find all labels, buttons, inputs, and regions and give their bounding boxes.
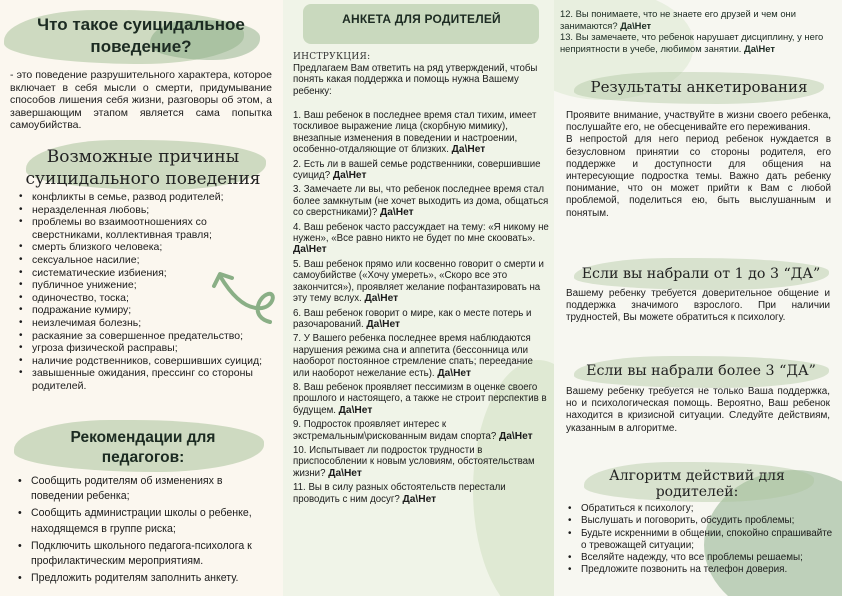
list-item: • проблемы во взаимоотношениях со сверстниками, коллективная травля; xyxy=(19,216,274,241)
list-item: • Сообщить администрации школы о ребенке, находящемся в группе риска; xyxy=(18,506,276,536)
list-item: • Вселяйте надежду, что все проблемы решаемы; xyxy=(568,552,834,564)
question-text: 10. Испытывает ли подросток трудности в приспособлении к новым условиям, обстоятельствам жизни? xyxy=(293,444,535,479)
question-text: 11. Вы в силу разных обстоятельств перестали проводить с ним досуг? xyxy=(293,482,506,505)
answer-options[interactable]: Да\Нет xyxy=(328,467,362,479)
question-text: 12. Вы понимаете, что не знаете его друзей и чем они занимаются? xyxy=(560,8,796,31)
question-text: 4. Ваш ребенок часто рассуждает на тему: «Я никому не нужен», «Все равно никто не будет по мне скоовать». xyxy=(293,221,549,245)
answer-options[interactable]: Да\Нет xyxy=(332,170,367,182)
list-item: • наличие родственников, совершивших суицид; xyxy=(19,355,274,368)
question-item xyxy=(293,419,551,442)
answer-options[interactable]: Да\Нет xyxy=(402,493,437,505)
algorithm-list xyxy=(568,503,834,577)
instruction-text: Предлагаем Вам ответить на ряд утверждений, чтобы понять какая поддержка и помощь нужна Вашему ребенку: xyxy=(293,63,538,97)
left-panel xyxy=(0,0,283,596)
list-item: • Будьте искренними в общении, спокойно спрашивайте о тревожащей ситуации; xyxy=(568,528,834,553)
answer-options[interactable]: Да\Нет xyxy=(364,293,399,305)
list-item: • Обратиться к психологу; xyxy=(568,503,834,515)
questionnaire-title: АНКЕТА ДЛЯ РОДИТЕЛЕЙ xyxy=(342,12,501,26)
question-item xyxy=(293,259,551,305)
list-item: • конфликты в семье, развод родителей; xyxy=(19,191,274,204)
question-text: 5. Ваш ребенок прямо или косвенно говорит о смерти и самоубийстве («Хочу умереть», «Скоро все это закончится»), проявляет желание пофантазировать на эту тему вслух. xyxy=(293,258,544,305)
list-item: • неизлечимая болезнь; xyxy=(19,317,274,330)
heading-what-is-suicidal-behavior: Что такое суицидальное поведение? xyxy=(37,15,245,56)
answer-options[interactable]: Да\Нет xyxy=(620,19,652,31)
question-item xyxy=(293,184,551,218)
heading-results: Результаты анкетирования xyxy=(590,78,808,96)
list-item: • завышенные ожидания, прессинг со стороны родителей. xyxy=(19,367,274,392)
question-item xyxy=(293,222,551,256)
definition-text: - это поведение разрушительного характера, которое включает в себя мысли о смерти, придумывание способов лишения себя жизни, разговоры об этом, а завершающим этапом является сама попытка самоубийства. xyxy=(10,69,272,132)
question-item xyxy=(293,333,551,379)
list-item: • публичное унижение; xyxy=(19,279,274,292)
question-item xyxy=(560,31,836,54)
question-text: 9. Подросток проявляет интерес к экстремальным\рискованным видам спорта? xyxy=(293,419,497,442)
recommendations-list xyxy=(18,474,276,588)
list-item: • одиночество, тоска; xyxy=(19,292,274,305)
list-item: • Предложите позвонить на телефон доверия. xyxy=(568,564,834,576)
list-item: • сексуальное насилие; xyxy=(19,254,274,267)
instruction-label: ИНСТРУКЦИЯ: xyxy=(293,52,371,62)
text-more-than-3-yes: Вашему ребенку требуется не только Ваша поддержка, но и психологическая помощь. Вероятно, Ваш ребенок находится в кризисной ситуации. Следуйте действиям, указанным в алгоритме. xyxy=(566,386,830,434)
answer-options[interactable]: Да\Нет xyxy=(379,207,414,219)
list-item: • систематические избиения; xyxy=(19,267,274,280)
question-text: 13. Вы замечаете, что ребенок нарушает дисциплину, у него неприятности в учебе, любимом занятии. xyxy=(560,31,824,54)
answer-options[interactable]: Да\Нет xyxy=(366,318,401,330)
question-text: 7. У Вашего ребенка последнее время наблюдаются нарушения режима сна и аппетита (бессонница или наоборот постоянное стремление спать; переедание или наоборот нежелание есть). xyxy=(293,333,533,379)
question-text: 1. Ваш ребенок в последнее время стал тихим, имеет тоскливое выражение лица (скорбную мимику), внезапные изменения в поведении и настроении, особенно-отдаляющие от близких. xyxy=(293,110,537,156)
question-list xyxy=(293,110,551,508)
heading-1-to-3-yes: Если вы набрали от 1 до 3 “ДА” xyxy=(581,266,821,282)
right-panel xyxy=(554,0,842,596)
list-item: • угроза физической расправы; xyxy=(19,342,274,355)
question-text: 6. Ваш ребенок говорит о мире, как о месте потерь и разочарований. xyxy=(293,307,532,330)
list-item: • Выслушать и поговорить, обсудить проблемы; xyxy=(568,515,834,527)
heading-possible-causes: Возможные причины суицидального поведения xyxy=(25,147,261,189)
question-item xyxy=(560,8,836,31)
list-item: • Подключить школьного педагога-психолога к профилактическим мероприятиям. xyxy=(18,539,276,569)
answer-options[interactable]: Да\Нет xyxy=(293,244,327,256)
list-item: • Сообщить родителям об изменениях в поведении ребенка; xyxy=(18,474,276,504)
list-item: • подражание кумиру; xyxy=(19,304,274,317)
question-item xyxy=(293,110,551,156)
question-item xyxy=(293,445,551,479)
question-text: 8. Ваш ребенок проявляет пессимизм в оценке своего прошлого и настоящего, а также не строит перспектив в будущем. xyxy=(293,381,547,416)
heading-algorithm: Алгоритм действий для родителей: xyxy=(609,468,785,500)
middle-panel-questionnaire xyxy=(283,0,554,596)
continued-questions xyxy=(560,8,836,54)
question-text: 2. Есть ли в вашей семье родственники, совершившие суицид? xyxy=(293,158,541,182)
list-item: • неразделенная любовь; xyxy=(19,204,274,217)
question-item xyxy=(293,308,551,331)
answer-options[interactable]: Да\Нет xyxy=(338,404,373,416)
list-item: • раскаяние за совершенное предательство; xyxy=(19,330,274,343)
answer-options[interactable]: Да\Нет xyxy=(437,367,471,379)
question-item xyxy=(293,482,551,505)
text-1-to-3-yes: Вашему ребенку требуется доверительное общение и поддержка значимого взрослого. При наличии трудностей, Вы можете обратиться к психологу. xyxy=(566,288,830,324)
results-text: Проявите внимание, участвуйте в жизни своего ребенка, послушайте его, не обесценивайте его переживания. В непростой для него период ребенок нуждается в безусловном принятии со стороны родителя, его поддержке и доступности для общения на интересующие подростка темы. Важно дать ребенку понимание, что он может прийти к Вам с любой проблемой, поделиться ею, быть выслушанным и понятым. xyxy=(566,110,831,219)
arrow-icon xyxy=(210,262,276,330)
question-item xyxy=(293,159,551,182)
list-item: • Предложить родителям заполнить анкету. xyxy=(18,571,276,586)
heading-recommendations-for-teachers: Рекомендации для педагогов: xyxy=(70,429,216,466)
question-item xyxy=(293,382,551,416)
answer-options[interactable]: Да\Нет xyxy=(498,430,533,442)
heading-more-than-3-yes: Если вы набрали более 3 “ДА” xyxy=(586,363,816,379)
question-text: 3. Замечаете ли вы, что ребенок последнее время стал более замкнутым (не хочет выходить из дома, общаться со сверстниками)? xyxy=(293,184,549,219)
list-item: • смерть близкого человека; xyxy=(19,241,274,254)
answer-options[interactable]: Да\Нет xyxy=(744,42,775,54)
answer-options[interactable]: Да\Нет xyxy=(451,144,486,156)
